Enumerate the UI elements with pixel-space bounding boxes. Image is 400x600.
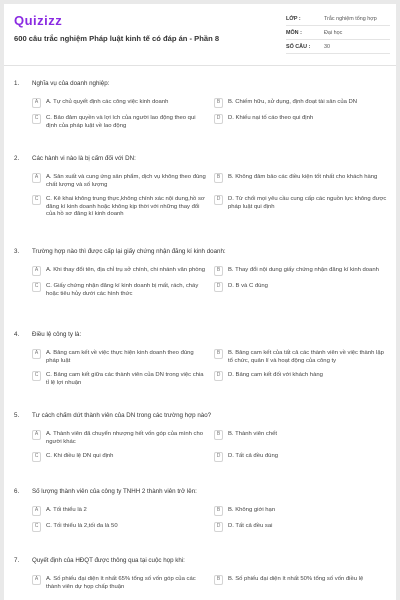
meta-label: SỐ CÂU : [286, 43, 311, 50]
question-text: Trường hợp nào thì được cấp lại giấy chứng nhận đăng kí kinh doanh: [32, 248, 226, 255]
option-letter-box: A [32, 173, 41, 183]
option-letter-box: D [214, 195, 223, 205]
option-text: A. Khi thay đổi tên, địa chỉ trụ sở chính, chi nhánh văn phòng [46, 267, 206, 273]
option-letter-box: B [214, 266, 223, 276]
option-letter-box: B [214, 349, 223, 359]
option-text: C. Kê khai không trung thực,không chính xác nội dung,hồ sơ đăng kí kinh doanh hoặc không kịp thời với những thay đổi của hồ sơ đăng kí kinh doanh [46, 196, 205, 218]
option-letter-box: A [32, 349, 41, 359]
option-letter-box: D [214, 452, 223, 462]
option-text: A. Sản xuất và cung ứng sản phẩm, dịch vụ không theo đúng chất lượng và số lượng [46, 174, 206, 188]
option-letter-box: C [32, 195, 41, 205]
option-letter-box: A [32, 506, 41, 516]
question-6 [14, 488, 390, 532]
page-title: 600 câu trắc nghiệm Pháp luật kinh tế có đáp án - Phần 8 [14, 34, 220, 43]
question-text: Nghĩa vụ của doanh nghiệp: [32, 80, 110, 87]
option-d[interactable] [214, 114, 390, 130]
option-letter-box: B [214, 98, 223, 108]
question-7 [14, 557, 390, 591]
option-c[interactable] [32, 371, 208, 387]
meta-value: Đại học [324, 29, 343, 36]
question-text: Điều lệ công ty là: [32, 331, 82, 338]
option-a[interactable] [32, 266, 208, 276]
question-number: 4. [14, 331, 20, 338]
option-text: D. Bảng cam kết đối với khách hàng [228, 372, 323, 379]
option-b[interactable] [214, 575, 390, 591]
option-letter-box: A [32, 575, 41, 585]
question-text: Các hành vi nào là bị cấm đối với DN: [32, 155, 136, 162]
option-letter-box: D [214, 371, 223, 381]
option-letter-box: C [32, 114, 41, 124]
question-3 [14, 248, 390, 298]
option-letter-box: B [214, 173, 223, 183]
option-c[interactable] [32, 522, 208, 532]
option-letter-box: B [214, 575, 223, 585]
option-letter-box: B [214, 430, 223, 440]
option-text: D. Tất cả đều đúng [228, 453, 278, 460]
option-text: A. Thành viên đã chuyển nhượng hết vốn góp của mình cho người khác [46, 431, 204, 445]
option-text: C. Bảo đảm quyền và lợi ích của người lao động theo qui định của pháp luật về lao động [46, 115, 196, 129]
option-letter-box: D [214, 282, 223, 292]
question-text: Số lượng thành viên của công ty TNHH 2 thành viên trở lên: [32, 488, 197, 495]
question-number: 2. [14, 155, 20, 162]
option-text: A. Tự chủ quyết định các công việc kinh doanh [46, 99, 169, 105]
option-c[interactable] [32, 195, 208, 219]
option-text: C. Giấy chứng nhận đăng kí kinh doanh bị mất, rách, cháy hoặc tiêu hủy dưới các hình thức [46, 283, 199, 297]
option-b[interactable] [214, 266, 390, 276]
worksheet-page [4, 4, 396, 600]
question-text: Tư cách chấm dứt thành viên của DN trong các trường hợp nào? [32, 412, 212, 419]
option-a[interactable] [32, 173, 208, 189]
option-a[interactable] [32, 349, 208, 365]
option-letter-box: B [214, 506, 223, 516]
option-d[interactable] [214, 452, 390, 462]
question-number: 5. [14, 412, 20, 419]
option-text: B. Thành viên chết [228, 431, 278, 437]
question-1 [14, 80, 390, 130]
meta-row-count [286, 40, 390, 54]
option-c[interactable] [32, 114, 208, 130]
option-letter-box: C [32, 522, 41, 532]
option-d[interactable] [214, 522, 390, 532]
option-text: B. Không giới hạn [228, 507, 276, 513]
option-text: A. Số phiếu đại diện ít nhất 65% tổng số vốn góp của các thành viên dự họp chấp thuận [46, 576, 196, 590]
question-number: 3. [14, 248, 20, 255]
meta-label: LỚP : [286, 15, 301, 22]
option-text: C. Bảng cam kết giữa các thành viên của DN trong việc chia tỉ lệ lợi nhuận [46, 372, 204, 386]
option-b[interactable] [214, 506, 390, 516]
option-text: A. Bảng cam kết về việc thực hiện kinh doanh theo đúng pháp luật [46, 350, 194, 364]
option-text: C. Khi điều lệ DN qui định [46, 453, 114, 460]
option-text: B. Không đảm bảo các điều kiện tốt nhất cho khách hàng [228, 174, 378, 180]
option-text: D. Từ chối mọi yêu cầu cung cấp các nguồn lực không được pháp luật qui định [228, 196, 387, 210]
question-text: Quyết định của HĐQT được thông qua tại cuộc họp khi: [32, 557, 185, 564]
option-text: B. Số phiếu đại diện ít nhất 50% tổng số vốn điều lệ [228, 576, 364, 582]
option-b[interactable] [214, 98, 390, 108]
meta-value: 30 [324, 43, 330, 50]
option-letter-box: A [32, 98, 41, 108]
meta-value: Trắc nghiệm tổng hợp [324, 15, 377, 22]
option-letter-box: C [32, 452, 41, 462]
option-b[interactable] [214, 349, 390, 365]
option-letter-box: D [214, 522, 223, 532]
option-d[interactable] [214, 282, 390, 298]
option-d[interactable] [214, 371, 390, 387]
option-a[interactable] [32, 506, 208, 516]
option-letter-box: C [32, 282, 41, 292]
option-c[interactable] [32, 452, 208, 462]
option-text: B. Thay đổi nội dung giấy chứng nhận đăng kí kinh doanh [228, 267, 379, 273]
question-number: 7. [14, 557, 20, 564]
option-text: C. Tối thiểu là 2,tối đa là 50 [46, 523, 118, 529]
option-c[interactable] [32, 282, 208, 298]
option-a[interactable] [32, 430, 208, 446]
option-b[interactable] [214, 173, 390, 189]
option-text: D. Tất cả đều sai [228, 523, 273, 529]
option-text: B. Chiếm hữu, sử dụng, định đoạt tài sản của DN [228, 99, 358, 105]
option-a[interactable] [32, 575, 208, 591]
meta-table [286, 12, 390, 54]
option-b[interactable] [214, 430, 390, 446]
option-text: A. Tối thiểu là 2 [46, 507, 87, 513]
option-letter-box: C [32, 371, 41, 381]
option-d[interactable] [214, 195, 390, 219]
option-letter-box: D [214, 114, 223, 124]
question-number: 1. [14, 80, 20, 87]
question-number: 6. [14, 488, 20, 495]
worksheet-header [4, 4, 396, 66]
option-letter-box: A [32, 430, 41, 440]
quizizz-logo: Quizizz [14, 13, 63, 28]
option-text: D. B và C đúng [228, 283, 268, 289]
meta-row-subject [286, 26, 390, 40]
option-a[interactable] [32, 98, 208, 108]
option-letter-box: A [32, 266, 41, 276]
option-text: B. Bảng cam kết của tất cả các thành viên về việc thành lập tổ chức, quản lí và hoạt động của công ty [228, 350, 384, 364]
question-5 [14, 412, 390, 462]
question-4 [14, 331, 390, 387]
question-2 [14, 155, 390, 219]
option-text: D. Khiếu nại tố cáo theo qui định [228, 115, 314, 121]
meta-row-class [286, 12, 390, 26]
meta-label: MÔN : [286, 29, 302, 36]
